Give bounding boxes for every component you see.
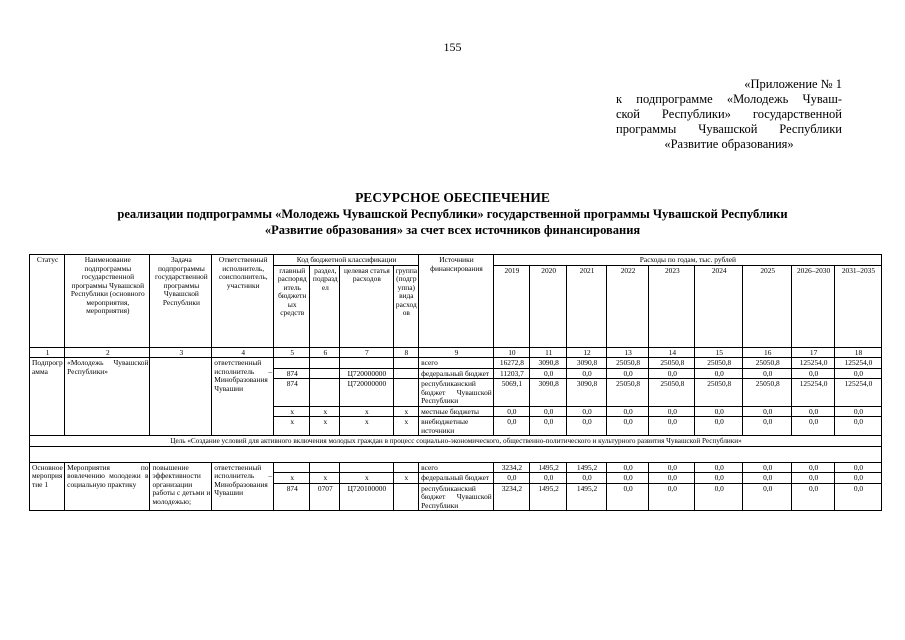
cell-amount: 0,0 <box>567 406 606 417</box>
cell-amount: 0,0 <box>649 483 695 511</box>
cell-amount: 0,0 <box>493 417 529 436</box>
cell-amount: 0,0 <box>743 368 792 379</box>
column-number: 16 <box>743 347 792 358</box>
cell-grbs: 874 <box>274 368 310 379</box>
cell-section <box>310 358 340 369</box>
column-number: 6 <box>310 347 340 358</box>
document-title <box>0 190 905 238</box>
cell-amount: 0,0 <box>649 406 695 417</box>
header-name: Наименование подпрограммы государственной программы Чувашской Республики (основного мероприятия, мероприятия) <box>65 255 150 348</box>
cell-amount: 0,0 <box>649 473 695 484</box>
cell-target <box>340 358 393 369</box>
cell-amount: 25050,8 <box>649 358 695 369</box>
cell-amount: 0,0 <box>530 368 567 379</box>
row-executor: ответственный исполнитель – Минобразования Чувашии <box>212 358 274 436</box>
appendix-line: «Развитие образования» <box>664 137 794 151</box>
cell-amount: 5069,1 <box>493 379 529 407</box>
cell-amount: 0,0 <box>649 417 695 436</box>
cell-amount: 0,0 <box>743 473 792 484</box>
cell-amount: 3234,2 <box>493 462 529 473</box>
cell-amount: 0,0 <box>606 462 649 473</box>
cell-source: всего <box>419 462 494 473</box>
cell-amount: 0,0 <box>792 473 835 484</box>
cell-amount: 125254,0 <box>792 358 835 369</box>
cell-target: x <box>340 417 393 436</box>
header-main-manager: главный распорядитель бюджетных средств <box>274 265 310 347</box>
header-task: Задача подпрограммы государственной программы Чувашской Республики <box>150 255 212 348</box>
cell-section: x <box>310 473 340 484</box>
header-budget-code: Код бюджетной классификации <box>274 255 419 266</box>
cell-amount: 0,0 <box>792 406 835 417</box>
cell-amount: 0,0 <box>834 406 881 417</box>
column-number: 14 <box>649 347 695 358</box>
cell-amount: 125254,0 <box>834 358 881 369</box>
cell-amount: 1495,2 <box>567 462 606 473</box>
cell-amount: 0,0 <box>834 483 881 511</box>
cell-amount: 0,0 <box>606 368 649 379</box>
row-executor: ответственный исполнитель – Минобразования Чувашии <box>212 462 274 511</box>
cell-grbs: x <box>274 417 310 436</box>
appendix-line: ской Республики» государственной <box>616 107 842 121</box>
cell-amount: 25050,8 <box>743 358 792 369</box>
column-number: 3 <box>150 347 212 358</box>
column-number: 2 <box>65 347 150 358</box>
appendix-note <box>616 77 842 152</box>
header-year: 2025 <box>743 265 792 347</box>
cell-grbs: x <box>274 473 310 484</box>
measure-section <box>30 462 882 511</box>
cell-amount: 25050,8 <box>649 379 695 407</box>
header-year: 2023 <box>649 265 695 347</box>
cell-target: x <box>340 473 393 484</box>
cell-amount: 0,0 <box>792 462 835 473</box>
cell-grbs <box>274 462 310 473</box>
cell-amount: 0,0 <box>834 473 881 484</box>
header-year: 2031–2035 <box>834 265 881 347</box>
appendix-line: к подпрограмме «Молодежь Чуваш- <box>616 92 842 106</box>
cell-amount: 0,0 <box>649 368 695 379</box>
cell-section <box>310 368 340 379</box>
column-number: 12 <box>567 347 606 358</box>
cell-amount: 0,0 <box>695 406 743 417</box>
cell-amount: 0,0 <box>567 417 606 436</box>
cell-amount: 3090,8 <box>530 358 567 369</box>
cell-amount: 0,0 <box>792 417 835 436</box>
cell-source: всего <box>419 358 494 369</box>
cell-amount: 125254,0 <box>834 379 881 407</box>
goal-row <box>30 436 882 447</box>
cell-amount: 0,0 <box>606 406 649 417</box>
column-number: 11 <box>530 347 567 358</box>
cell-amount: 0,0 <box>530 473 567 484</box>
cell-amount: 1495,2 <box>530 483 567 511</box>
cell-grbs: x <box>274 406 310 417</box>
cell-amount: 0,0 <box>493 473 529 484</box>
cell-target: Ц720000000 <box>340 368 393 379</box>
column-number-row <box>30 347 882 358</box>
cell-amount: 0,0 <box>493 406 529 417</box>
header-section: раздел, подраздел <box>310 265 340 347</box>
cell-amount: 3090,8 <box>567 358 606 369</box>
title-line: «Развитие образования» за счет всех источников финансирования <box>264 223 641 237</box>
cell-amount: 0,0 <box>695 473 743 484</box>
resource-table <box>29 254 882 511</box>
cell-amount: 0,0 <box>743 417 792 436</box>
cell-amount: 3234,2 <box>493 483 529 511</box>
row-status: Подпрограмма <box>30 358 65 436</box>
page-number: 155 <box>443 40 462 54</box>
column-number: 18 <box>834 347 881 358</box>
cell-source: местные бюджеты <box>419 406 494 417</box>
cell-amount: 25050,8 <box>695 379 743 407</box>
spacer-cell <box>30 446 882 462</box>
header-year: 2024 <box>695 265 743 347</box>
cell-amount: 0,0 <box>743 483 792 511</box>
cell-amount: 25050,8 <box>743 379 792 407</box>
cell-grbs <box>274 358 310 369</box>
row-status: Основное мероприятие 1 <box>30 462 65 511</box>
cell-amount: 0,0 <box>834 368 881 379</box>
cell-group <box>393 358 419 369</box>
cell-amount: 1495,2 <box>567 483 606 511</box>
cell-source: федеральный бюджет <box>419 368 494 379</box>
header-group: группа (подгруппа) вида расходов <box>393 265 419 347</box>
appendix-line: «Приложение № 1 <box>744 77 842 91</box>
header-year: 2022 <box>606 265 649 347</box>
cell-amount: 3090,8 <box>567 379 606 407</box>
appendix-line: программы Чувашской Республики <box>616 122 842 136</box>
program-section <box>30 358 882 436</box>
header-year: 2026–2030 <box>792 265 835 347</box>
cell-amount: 0,0 <box>606 417 649 436</box>
cell-amount: 0,0 <box>649 462 695 473</box>
column-number: 1 <box>30 347 65 358</box>
column-number: 15 <box>695 347 743 358</box>
cell-amount: 0,0 <box>792 368 835 379</box>
cell-grbs: 874 <box>274 379 310 407</box>
cell-amount: 25050,8 <box>606 358 649 369</box>
header-executor: Ответственный исполнитель, соисполнитель, участники <box>212 255 274 348</box>
row-name: Мероприятия по вовлечению молодежи в социальную практику <box>65 462 150 511</box>
column-number: 4 <box>212 347 274 358</box>
column-number: 17 <box>792 347 835 358</box>
cell-source: федеральный бюджет <box>419 473 494 484</box>
cell-amount: 0,0 <box>792 483 835 511</box>
table-row <box>30 462 882 473</box>
title-line: реализации подпрограммы «Молодежь Чувашской Республики» государственной программы Чувашской Республики <box>117 207 788 221</box>
cell-amount: 0,0 <box>606 483 649 511</box>
cell-amount: 16272,8 <box>493 358 529 369</box>
cell-amount: 0,0 <box>567 473 606 484</box>
column-number: 13 <box>606 347 649 358</box>
cell-amount: 25050,8 <box>606 379 649 407</box>
cell-amount: 0,0 <box>695 368 743 379</box>
cell-target: Ц720100000 <box>340 483 393 511</box>
cell-section: 0707 <box>310 483 340 511</box>
column-number: 9 <box>419 347 494 358</box>
cell-group: x <box>393 417 419 436</box>
cell-section <box>310 462 340 473</box>
column-number: 10 <box>493 347 529 358</box>
cell-section <box>310 379 340 407</box>
column-number: 7 <box>340 347 393 358</box>
title-main: РЕСУРСНОЕ ОБЕСПЕЧЕНИЕ <box>355 190 550 205</box>
cell-amount: 0,0 <box>695 483 743 511</box>
cell-amount: 3090,8 <box>530 379 567 407</box>
cell-amount: 1495,2 <box>530 462 567 473</box>
column-number: 5 <box>274 347 310 358</box>
cell-amount: 0,0 <box>743 406 792 417</box>
header-year: 2020 <box>530 265 567 347</box>
cell-amount: 125254,0 <box>792 379 835 407</box>
spacer-row <box>30 446 882 462</box>
cell-source: республиканский бюджет Чувашской Республики <box>419 483 494 511</box>
cell-source: внебюджетные источники <box>419 417 494 436</box>
cell-section: x <box>310 406 340 417</box>
cell-group <box>393 483 419 511</box>
row-name: «Молодежь Чувашской Республики» <box>65 358 150 436</box>
cell-group: x <box>393 406 419 417</box>
cell-target: Ц720000000 <box>340 379 393 407</box>
header-target: целевая статья расходов <box>340 265 393 347</box>
header-expenses: Расходы по годам, тыс. рублей <box>493 255 881 266</box>
row-task <box>150 358 212 436</box>
cell-amount: 0,0 <box>567 368 606 379</box>
header-sources: Источники финансирования <box>419 255 494 348</box>
cell-target <box>340 462 393 473</box>
header-status: Статус <box>30 255 65 348</box>
goal-text: Цель «Создание условий для активного включения молодых граждан в процесс социально-экономического, общественно-политического и культурного развития Чувашской Республики» <box>30 436 882 447</box>
cell-source: республиканский бюджет Чувашской Республики <box>419 379 494 407</box>
cell-amount: 0,0 <box>530 406 567 417</box>
column-number: 8 <box>393 347 419 358</box>
cell-grbs: 874 <box>274 483 310 511</box>
cell-amount: 0,0 <box>834 417 881 436</box>
cell-group <box>393 368 419 379</box>
cell-amount: 11203,7 <box>493 368 529 379</box>
goal-section <box>30 436 882 463</box>
row-task: повышение эффективности организации работы с детьми и молодежью; <box>150 462 212 511</box>
cell-amount: 0,0 <box>695 417 743 436</box>
header-year: 2021 <box>567 265 606 347</box>
cell-amount: 0,0 <box>834 462 881 473</box>
cell-amount: 0,0 <box>530 417 567 436</box>
cell-target: x <box>340 406 393 417</box>
cell-group <box>393 379 419 407</box>
header-row <box>30 255 882 266</box>
cell-amount: 0,0 <box>743 462 792 473</box>
cell-amount: 25050,8 <box>695 358 743 369</box>
header-year: 2019 <box>493 265 529 347</box>
table-row <box>30 358 882 369</box>
cell-group: x <box>393 473 419 484</box>
cell-section: x <box>310 417 340 436</box>
cell-amount: 0,0 <box>695 462 743 473</box>
cell-amount: 0,0 <box>606 473 649 484</box>
cell-group <box>393 462 419 473</box>
